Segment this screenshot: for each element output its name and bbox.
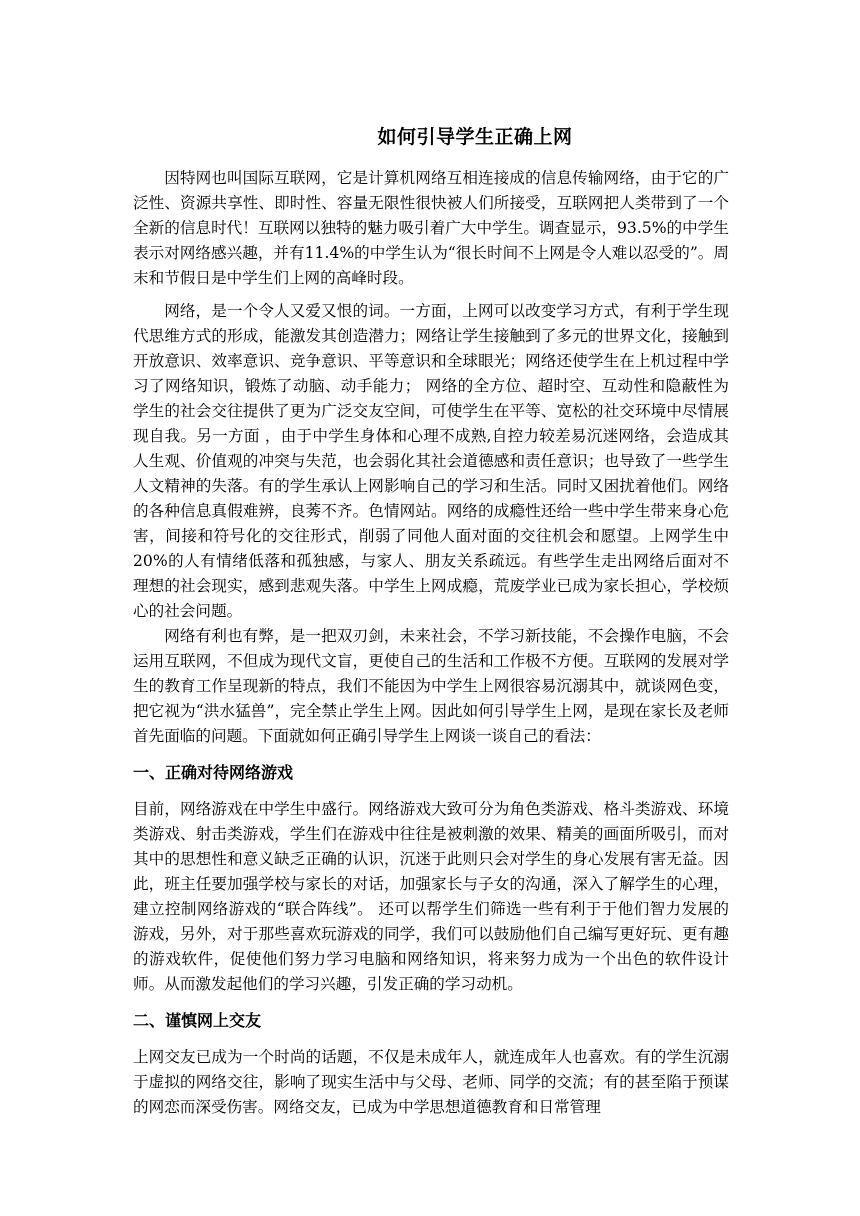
document-title: 如何引导学生正确上网 — [377, 126, 573, 148]
section-heading-games: 一、正确对待网络游戏 — [133, 763, 294, 782]
document-page — [133, 122, 729, 1120]
paragraph-intro-1: 因特网也叫国际互联网，它是计算机网络互相连接成的信息传输网络，由于它的广泛性、资源共享性、即时性、容量无限性很快被人们所接受，互联网把人类带到了一个全新的信息时代！互联网以独特的魅力吸引着广大中学生。调查显示，93.5%的中学生表示对网络感兴趣，并有11.4%的中学生认为“很长时间不上网是令人难以忍受的”。周末和节假日是中学生们上网的高峰时段。 — [133, 169, 729, 287]
section-body-games: 目前，网络游戏在中学生中盛行。网络游戏大致可分为角色类游戏、格斗类游戏、环境类游戏、射击类游戏，学生们在游戏中往往是被刺激的效果、精美的画面所吸引，而对其中的思想性和意义缺乏正确的认识，沉迷于此则只会对学生的身心发展有害无益。因此，班主任要加强学校与家长的对话，加强家长与子女的沟通，深入了解学生的心理，建立控制网络游戏的“联合阵线”。 还可以帮学生们筛选一些有利于于他们智力发展的游戏，另外，对于那些喜欢玩游戏的同学，我们可以鼓励他们自己编写更好玩、更有趣的游戏软件，促使他们努力学习电脑和网络知识，将来努力成为一个出色的软件设计师。从而激发起他们的学习兴趣，引发正确的学习动机。 — [133, 800, 729, 993]
section-body-friends: 上网交友已成为一个时尚的话题，不仅是未成年人，就连成年人也喜欢。有的学生沉溺于虚拟的网络交往，影响了现实生活中与父母、老师、同学的交流；有的甚至陷于预谋的网恋而深受伤害。网络交友，已成为中学思想道德教育和日常管理 — [133, 1048, 729, 1116]
paragraph-intro-2: 网络，是一个令人又爱又恨的词。一方面，上网可以改变学习方式，有利于学生现代思维方式的形成，能激发其创造潜力；网络让学生接触到了多元的世界文化，接触到开放意识、效率意识、竞争意识、平等意识和全球眼光；网络还使学生在上机过程中学习了网络知识，锻炼了动脑、动手能力； 网络的全方位、超时空、互动性和隐蔽性为学生的社会交往提供了更为广泛交友空间，可使学生在平等、宽松的社交环境中尽情展现自我。另一方面 ，由于中学生身体和心理不成熟,自控力较差易沉迷网络，会造成其人生观、价值观的冲突与失范，也会弱化其社会道德感和责任意识；也导致了一些学生人文精神的失落。有的学生承认上网影响自己的学习和生活。同时又困扰着他们。网络的各种信息真假难辨，良莠不齐。色情网站。网络的成瘾性还给一些中学生带来身心危害，间接和符号化的交往形式，削弱了同他人面对面的交往机会和愿望。上网学生中20%的人有情绪低落和孤独感，与家人、朋友关系疏远。有些学生走出网络后面对不理想的社会现实，感到悲观失落。中学生上网成瘾，荒废学业已成为家长担心，学校烦心的社会问题。 — [133, 302, 729, 620]
section-heading-friends: 二、谨慎网上交友 — [133, 1011, 262, 1030]
paragraph-intro-3: 网络有利也有弊，是一把双刃剑，未来社会，不学习新技能，不会操作电脑，不会运用互联网，不但成为现代文盲，更使自己的生活和工作极不方便。互联网的发展对学生的教育工作呈现新的特点，我们不能因为中学生上网很容易沉溺其中，就谈网色变，把它视为“洪水猛兽”，完全禁止学生上网。因此如何引导学生上网，是现在家长及老师首先面临的问题。下面就如何正确引导学生上网谈一谈自己的看法： — [133, 627, 729, 745]
